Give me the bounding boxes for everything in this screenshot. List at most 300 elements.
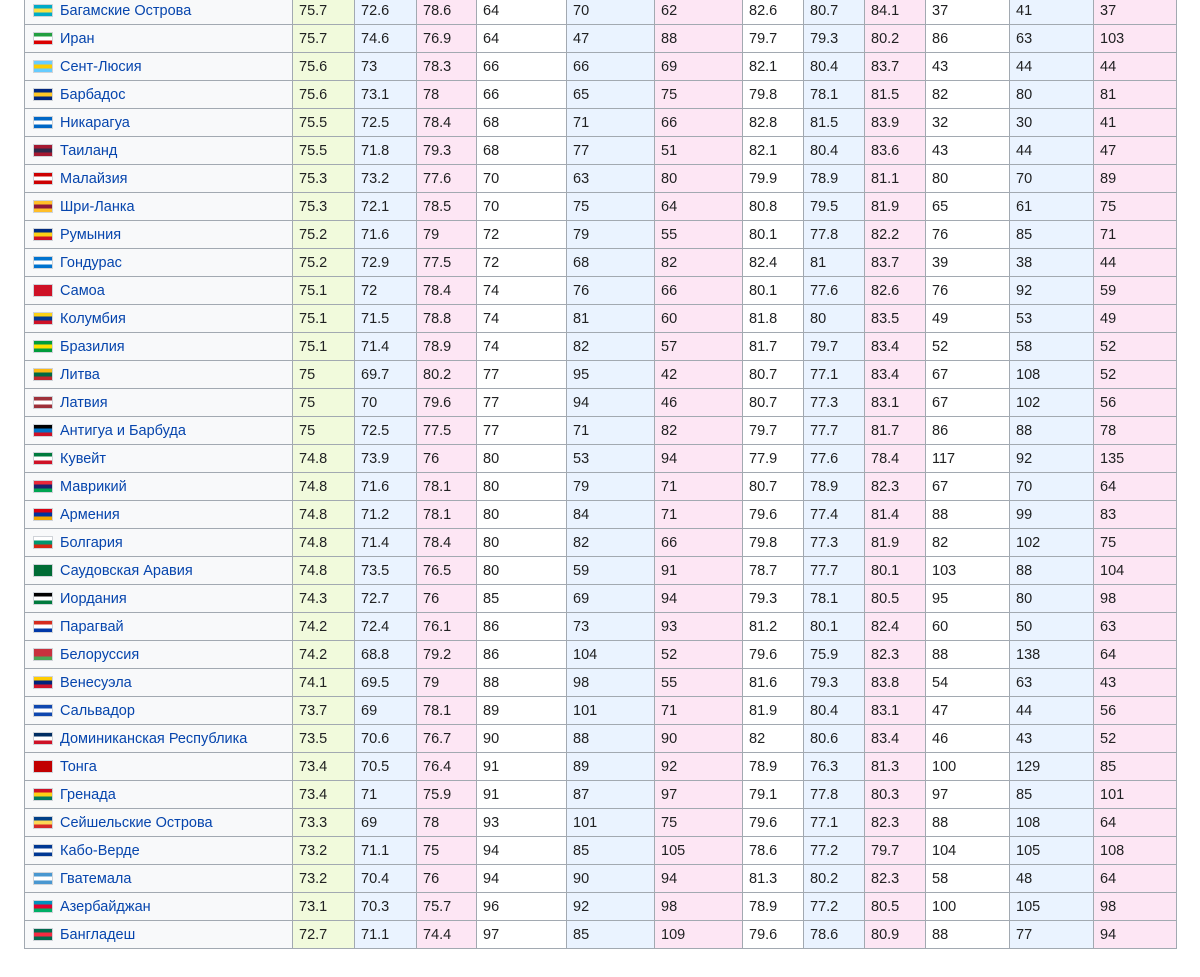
country-link[interactable]: Багамские Острова	[60, 2, 192, 19]
hale-female-cell: 80.5	[865, 585, 926, 613]
country-link[interactable]: Болгария	[60, 534, 123, 551]
hale-rank-male-cell: 92	[1010, 445, 1094, 473]
country-flag-icon	[33, 88, 53, 101]
life-exp-total-cell: 75.6	[293, 53, 355, 81]
hale-female-cell: 82.3	[865, 473, 926, 501]
rank-male-cell: 101	[567, 697, 655, 725]
rank-male-cell: 82	[567, 529, 655, 557]
rank-female-cell: 52	[655, 641, 743, 669]
country-link[interactable]: Тонга	[60, 758, 97, 775]
hale-rank-male-cell: 102	[1010, 389, 1094, 417]
life-expectancy-table-wrapper	[24, 0, 1177, 949]
life-exp-female-cell: 78.6	[417, 0, 477, 25]
rank-total-cell: 74	[477, 305, 567, 333]
hale-total-cell: 78.9	[743, 893, 804, 921]
country-cell	[25, 753, 293, 781]
life-exp-male-cell: 72	[355, 277, 417, 305]
country-link[interactable]: Иран	[60, 30, 95, 47]
life-exp-female-cell: 76	[417, 445, 477, 473]
life-exp-female-cell: 77.6	[417, 165, 477, 193]
hale-female-cell: 81.9	[865, 529, 926, 557]
country-cell	[25, 865, 293, 893]
country-flag-icon	[33, 116, 53, 129]
hale-total-cell: 80.7	[743, 361, 804, 389]
hale-total-cell: 81.9	[743, 697, 804, 725]
rank-total-cell: 64	[477, 0, 567, 25]
life-exp-total-cell: 73.3	[293, 809, 355, 837]
country-flag-icon	[33, 480, 53, 493]
country-link[interactable]: Гватемала	[60, 870, 132, 887]
country-cell	[25, 585, 293, 613]
hale-rank-total-cell: 67	[926, 389, 1010, 417]
rank-female-cell: 51	[655, 137, 743, 165]
hale-rank-total-cell: 43	[926, 137, 1010, 165]
hale-rank-male-cell: 44	[1010, 697, 1094, 725]
hale-rank-total-cell: 82	[926, 81, 1010, 109]
hale-male-cell: 78.9	[804, 473, 865, 501]
hale-rank-female-cell: 64	[1094, 809, 1177, 837]
country-cell	[25, 305, 293, 333]
hale-rank-female-cell: 52	[1094, 725, 1177, 753]
country-link[interactable]: Никарагуа	[60, 114, 130, 131]
life-exp-male-cell: 71.6	[355, 473, 417, 501]
life-exp-total-cell: 74.8	[293, 529, 355, 557]
table-row	[25, 781, 1177, 809]
life-exp-male-cell: 73.5	[355, 557, 417, 585]
life-exp-total-cell: 74.2	[293, 641, 355, 669]
country-flag-icon	[33, 32, 53, 45]
hale-total-cell: 80.7	[743, 389, 804, 417]
rank-female-cell: 66	[655, 277, 743, 305]
life-exp-total-cell: 75	[293, 389, 355, 417]
table-row	[25, 529, 1177, 557]
life-exp-total-cell: 73.2	[293, 837, 355, 865]
country-link[interactable]: Литва	[60, 366, 100, 383]
country-flag-icon	[33, 284, 53, 297]
life-exp-female-cell: 75.9	[417, 781, 477, 809]
hale-rank-female-cell: 89	[1094, 165, 1177, 193]
country-flag-icon	[33, 900, 53, 913]
country-link[interactable]: Сальвадор	[60, 702, 135, 719]
life-exp-female-cell: 78.1	[417, 501, 477, 529]
country-flag-icon	[33, 760, 53, 773]
life-exp-total-cell: 74.8	[293, 473, 355, 501]
rank-total-cell: 80	[477, 557, 567, 585]
hale-male-cell: 77.3	[804, 389, 865, 417]
hale-rank-total-cell: 95	[926, 585, 1010, 613]
country-cell	[25, 501, 293, 529]
country-link[interactable]: Саудовская Аравия	[60, 562, 193, 579]
country-link[interactable]: Барбадос	[60, 86, 126, 103]
hale-male-cell: 77.2	[804, 837, 865, 865]
hale-male-cell: 80.7	[804, 0, 865, 25]
rank-male-cell: 94	[567, 389, 655, 417]
rank-total-cell: 86	[477, 641, 567, 669]
hale-rank-total-cell: 88	[926, 641, 1010, 669]
life-exp-female-cell: 79.2	[417, 641, 477, 669]
country-link[interactable]: Азербайджан	[60, 898, 151, 915]
life-exp-male-cell: 70.6	[355, 725, 417, 753]
country-link[interactable]: Маврикий	[60, 478, 127, 495]
hale-total-cell: 79.9	[743, 165, 804, 193]
life-exp-female-cell: 78.5	[417, 193, 477, 221]
hale-rank-total-cell: 86	[926, 417, 1010, 445]
hale-rank-female-cell: 64	[1094, 473, 1177, 501]
life-exp-male-cell: 69.7	[355, 361, 417, 389]
country-flag-icon	[33, 424, 53, 437]
life-exp-male-cell: 72.1	[355, 193, 417, 221]
life-exp-female-cell: 80.2	[417, 361, 477, 389]
hale-rank-female-cell: 75	[1094, 193, 1177, 221]
hale-male-cell: 76.3	[804, 753, 865, 781]
rank-female-cell: 57	[655, 333, 743, 361]
country-link[interactable]: Румыния	[60, 226, 122, 243]
life-exp-total-cell: 75.2	[293, 221, 355, 249]
hale-rank-female-cell: 98	[1094, 585, 1177, 613]
table-row	[25, 361, 1177, 389]
rank-total-cell: 66	[477, 53, 567, 81]
country-cell	[25, 837, 293, 865]
hale-rank-male-cell: 88	[1010, 557, 1094, 585]
country-link[interactable]: Малайзия	[60, 170, 128, 187]
country-link[interactable]: Парагвай	[60, 618, 124, 635]
rank-total-cell: 68	[477, 137, 567, 165]
hale-male-cell: 79.3	[804, 669, 865, 697]
rank-male-cell: 71	[567, 109, 655, 137]
rank-male-cell: 69	[567, 585, 655, 613]
rank-male-cell: 68	[567, 249, 655, 277]
table-row	[25, 697, 1177, 725]
hale-female-cell: 83.4	[865, 725, 926, 753]
country-flag-icon	[33, 592, 53, 605]
rank-female-cell: 55	[655, 221, 743, 249]
life-exp-male-cell: 71.2	[355, 501, 417, 529]
country-link[interactable]: Антигуа и Барбуда	[60, 422, 186, 439]
hale-rank-total-cell: 97	[926, 781, 1010, 809]
hale-rank-male-cell: 80	[1010, 585, 1094, 613]
life-exp-total-cell: 75.3	[293, 193, 355, 221]
country-flag-icon	[33, 928, 53, 941]
hale-female-cell: 83.4	[865, 361, 926, 389]
life-exp-male-cell: 71.1	[355, 921, 417, 949]
country-cell	[25, 725, 293, 753]
rank-total-cell: 77	[477, 361, 567, 389]
rank-male-cell: 79	[567, 221, 655, 249]
life-exp-male-cell: 72.9	[355, 249, 417, 277]
hale-rank-female-cell: 41	[1094, 109, 1177, 137]
country-link[interactable]: Кабо-Верде	[60, 842, 140, 859]
country-cell	[25, 473, 293, 501]
country-link[interactable]: Доминиканская Республика	[60, 730, 248, 747]
hale-total-cell: 82.8	[743, 109, 804, 137]
life-exp-male-cell: 74.6	[355, 25, 417, 53]
hale-female-cell: 82.3	[865, 641, 926, 669]
rank-total-cell: 74	[477, 333, 567, 361]
country-link[interactable]: Шри-Ланка	[60, 198, 135, 215]
life-exp-total-cell: 73.4	[293, 753, 355, 781]
hale-total-cell: 82	[743, 725, 804, 753]
hale-female-cell: 83.7	[865, 53, 926, 81]
hale-rank-male-cell: 61	[1010, 193, 1094, 221]
rank-total-cell: 86	[477, 613, 567, 641]
country-flag-icon	[33, 536, 53, 549]
hale-female-cell: 83.6	[865, 137, 926, 165]
rank-male-cell: 75	[567, 193, 655, 221]
hale-male-cell: 80.2	[804, 865, 865, 893]
hale-rank-male-cell: 85	[1010, 221, 1094, 249]
life-exp-male-cell: 73	[355, 53, 417, 81]
rank-total-cell: 72	[477, 221, 567, 249]
table-row	[25, 501, 1177, 529]
hale-rank-male-cell: 30	[1010, 109, 1094, 137]
hale-total-cell: 80.8	[743, 193, 804, 221]
hale-rank-male-cell: 99	[1010, 501, 1094, 529]
rank-female-cell: 75	[655, 81, 743, 109]
rank-male-cell: 101	[567, 809, 655, 837]
country-flag-icon	[33, 788, 53, 801]
hale-rank-total-cell: 67	[926, 361, 1010, 389]
hale-female-cell: 80.9	[865, 921, 926, 949]
country-link[interactable]: Таиланд	[60, 142, 118, 159]
life-exp-female-cell: 75.7	[417, 893, 477, 921]
rank-total-cell: 97	[477, 921, 567, 949]
country-link[interactable]: Армения	[60, 506, 120, 523]
country-link[interactable]: Колумбия	[60, 310, 126, 327]
hale-rank-female-cell: 64	[1094, 641, 1177, 669]
life-exp-female-cell: 79.6	[417, 389, 477, 417]
hale-male-cell: 79.5	[804, 193, 865, 221]
country-link[interactable]: Сент-Люсия	[60, 58, 142, 75]
country-link[interactable]: Иордания	[60, 590, 127, 607]
hale-rank-male-cell: 38	[1010, 249, 1094, 277]
life-exp-female-cell: 76.4	[417, 753, 477, 781]
country-flag-icon	[33, 340, 53, 353]
country-flag-icon	[33, 508, 53, 521]
life-exp-total-cell: 74.8	[293, 501, 355, 529]
life-exp-total-cell: 75.5	[293, 109, 355, 137]
hale-rank-total-cell: 88	[926, 501, 1010, 529]
rank-female-cell: 82	[655, 249, 743, 277]
rank-female-cell: 60	[655, 305, 743, 333]
table-row	[25, 193, 1177, 221]
hale-rank-female-cell: 71	[1094, 221, 1177, 249]
country-cell	[25, 361, 293, 389]
hale-rank-male-cell: 102	[1010, 529, 1094, 557]
rank-male-cell: 63	[567, 165, 655, 193]
hale-rank-female-cell: 52	[1094, 361, 1177, 389]
country-link[interactable]: Латвия	[60, 394, 108, 411]
country-cell	[25, 417, 293, 445]
life-exp-total-cell: 75.1	[293, 333, 355, 361]
table-row	[25, 557, 1177, 585]
life-exp-female-cell: 78.4	[417, 109, 477, 137]
country-flag-icon	[33, 144, 53, 157]
hale-rank-female-cell: 49	[1094, 305, 1177, 333]
rank-female-cell: 66	[655, 529, 743, 557]
rank-male-cell: 47	[567, 25, 655, 53]
rank-female-cell: 55	[655, 669, 743, 697]
rank-female-cell: 69	[655, 53, 743, 81]
table-row	[25, 753, 1177, 781]
hale-rank-male-cell: 88	[1010, 417, 1094, 445]
country-link[interactable]: Бангладеш	[60, 926, 136, 943]
hale-rank-male-cell: 105	[1010, 893, 1094, 921]
rank-female-cell: 105	[655, 837, 743, 865]
rank-total-cell: 70	[477, 193, 567, 221]
life-exp-male-cell: 69	[355, 809, 417, 837]
life-exp-total-cell: 74.1	[293, 669, 355, 697]
rank-female-cell: 82	[655, 417, 743, 445]
hale-rank-male-cell: 80	[1010, 81, 1094, 109]
table-row	[25, 585, 1177, 613]
life-exp-female-cell: 76.7	[417, 725, 477, 753]
hale-total-cell: 79.8	[743, 529, 804, 557]
life-exp-total-cell: 73.7	[293, 697, 355, 725]
life-exp-total-cell: 74.3	[293, 585, 355, 613]
rank-total-cell: 94	[477, 837, 567, 865]
hale-rank-male-cell: 92	[1010, 277, 1094, 305]
rank-female-cell: 109	[655, 921, 743, 949]
life-exp-female-cell: 76	[417, 585, 477, 613]
rank-female-cell: 93	[655, 613, 743, 641]
country-flag-icon	[33, 228, 53, 241]
country-link[interactable]: Сейшельские Острова	[60, 814, 213, 831]
country-cell	[25, 697, 293, 725]
life-exp-male-cell: 70.4	[355, 865, 417, 893]
hale-total-cell: 79.6	[743, 921, 804, 949]
hale-rank-female-cell: 108	[1094, 837, 1177, 865]
hale-rank-male-cell: 41	[1010, 0, 1094, 25]
life-exp-total-cell: 75.7	[293, 0, 355, 25]
life-exp-male-cell: 68.8	[355, 641, 417, 669]
rank-total-cell: 70	[477, 165, 567, 193]
hale-total-cell: 77.9	[743, 445, 804, 473]
rank-male-cell: 59	[567, 557, 655, 585]
hale-rank-total-cell: 67	[926, 473, 1010, 501]
country-cell	[25, 809, 293, 837]
country-cell	[25, 137, 293, 165]
life-exp-female-cell: 78.4	[417, 277, 477, 305]
hale-total-cell: 79.6	[743, 641, 804, 669]
life-exp-total-cell: 75.3	[293, 165, 355, 193]
rank-male-cell: 98	[567, 669, 655, 697]
country-cell	[25, 25, 293, 53]
life-exp-total-cell: 75.1	[293, 277, 355, 305]
country-flag-icon	[33, 844, 53, 857]
country-link[interactable]: Самоа	[60, 282, 105, 299]
rank-male-cell: 85	[567, 921, 655, 949]
country-link[interactable]: Бразилия	[60, 338, 125, 355]
hale-rank-female-cell: 78	[1094, 417, 1177, 445]
hale-male-cell: 77.6	[804, 445, 865, 473]
hale-rank-male-cell: 108	[1010, 361, 1094, 389]
hale-rank-total-cell: 103	[926, 557, 1010, 585]
table-row	[25, 277, 1177, 305]
life-exp-male-cell: 71.8	[355, 137, 417, 165]
hale-rank-male-cell: 77	[1010, 921, 1094, 949]
hale-rank-total-cell: 88	[926, 809, 1010, 837]
country-cell	[25, 193, 293, 221]
hale-total-cell: 79.3	[743, 585, 804, 613]
hale-male-cell: 79.3	[804, 25, 865, 53]
rank-male-cell: 71	[567, 417, 655, 445]
table-row	[25, 837, 1177, 865]
hale-female-cell: 81.7	[865, 417, 926, 445]
life-exp-total-cell: 74.8	[293, 557, 355, 585]
life-exp-total-cell: 75.1	[293, 305, 355, 333]
hale-male-cell: 77.1	[804, 809, 865, 837]
hale-rank-total-cell: 37	[926, 0, 1010, 25]
life-exp-male-cell: 72.4	[355, 613, 417, 641]
country-link[interactable]: Гренада	[60, 786, 116, 803]
country-flag-icon	[33, 732, 53, 745]
country-link[interactable]: Белоруссия	[60, 646, 140, 663]
hale-rank-male-cell: 70	[1010, 473, 1094, 501]
hale-total-cell: 78.7	[743, 557, 804, 585]
hale-rank-male-cell: 44	[1010, 137, 1094, 165]
rank-female-cell: 92	[655, 753, 743, 781]
hale-female-cell: 78.4	[865, 445, 926, 473]
life-exp-female-cell: 76.1	[417, 613, 477, 641]
country-flag-icon	[33, 4, 53, 17]
hale-rank-female-cell: 43	[1094, 669, 1177, 697]
rank-total-cell: 74	[477, 277, 567, 305]
country-cell	[25, 529, 293, 557]
hale-total-cell: 82.1	[743, 137, 804, 165]
table-row	[25, 473, 1177, 501]
hale-male-cell: 80.6	[804, 725, 865, 753]
country-flag-icon	[33, 564, 53, 577]
hale-female-cell: 82.3	[865, 809, 926, 837]
country-link[interactable]: Гондурас	[60, 254, 122, 271]
country-cell	[25, 333, 293, 361]
rank-male-cell: 70	[567, 0, 655, 25]
hale-female-cell: 83.1	[865, 389, 926, 417]
hale-rank-male-cell: 70	[1010, 165, 1094, 193]
hale-female-cell: 80.3	[865, 781, 926, 809]
rank-total-cell: 93	[477, 809, 567, 837]
rank-male-cell: 76	[567, 277, 655, 305]
table-row	[25, 641, 1177, 669]
country-flag-icon	[33, 620, 53, 633]
rank-female-cell: 91	[655, 557, 743, 585]
hale-rank-female-cell: 56	[1094, 389, 1177, 417]
life-exp-male-cell: 73.2	[355, 165, 417, 193]
rank-male-cell: 82	[567, 333, 655, 361]
rank-total-cell: 94	[477, 865, 567, 893]
rank-female-cell: 71	[655, 473, 743, 501]
country-flag-icon	[33, 200, 53, 213]
life-exp-male-cell: 71.6	[355, 221, 417, 249]
hale-total-cell: 82.1	[743, 53, 804, 81]
country-link[interactable]: Кувейт	[60, 450, 107, 467]
hale-rank-female-cell: 59	[1094, 277, 1177, 305]
country-link[interactable]: Венесуэла	[60, 674, 132, 691]
rank-total-cell: 88	[477, 669, 567, 697]
hale-rank-total-cell: 58	[926, 865, 1010, 893]
table-row	[25, 417, 1177, 445]
hale-total-cell: 82.4	[743, 249, 804, 277]
hale-female-cell: 82.4	[865, 613, 926, 641]
hale-rank-male-cell: 138	[1010, 641, 1094, 669]
life-exp-male-cell: 72.5	[355, 109, 417, 137]
hale-female-cell: 83.5	[865, 305, 926, 333]
rank-female-cell: 42	[655, 361, 743, 389]
hale-rank-female-cell: 44	[1094, 53, 1177, 81]
table-row	[25, 0, 1177, 25]
country-flag-icon	[33, 256, 53, 269]
table-row	[25, 165, 1177, 193]
